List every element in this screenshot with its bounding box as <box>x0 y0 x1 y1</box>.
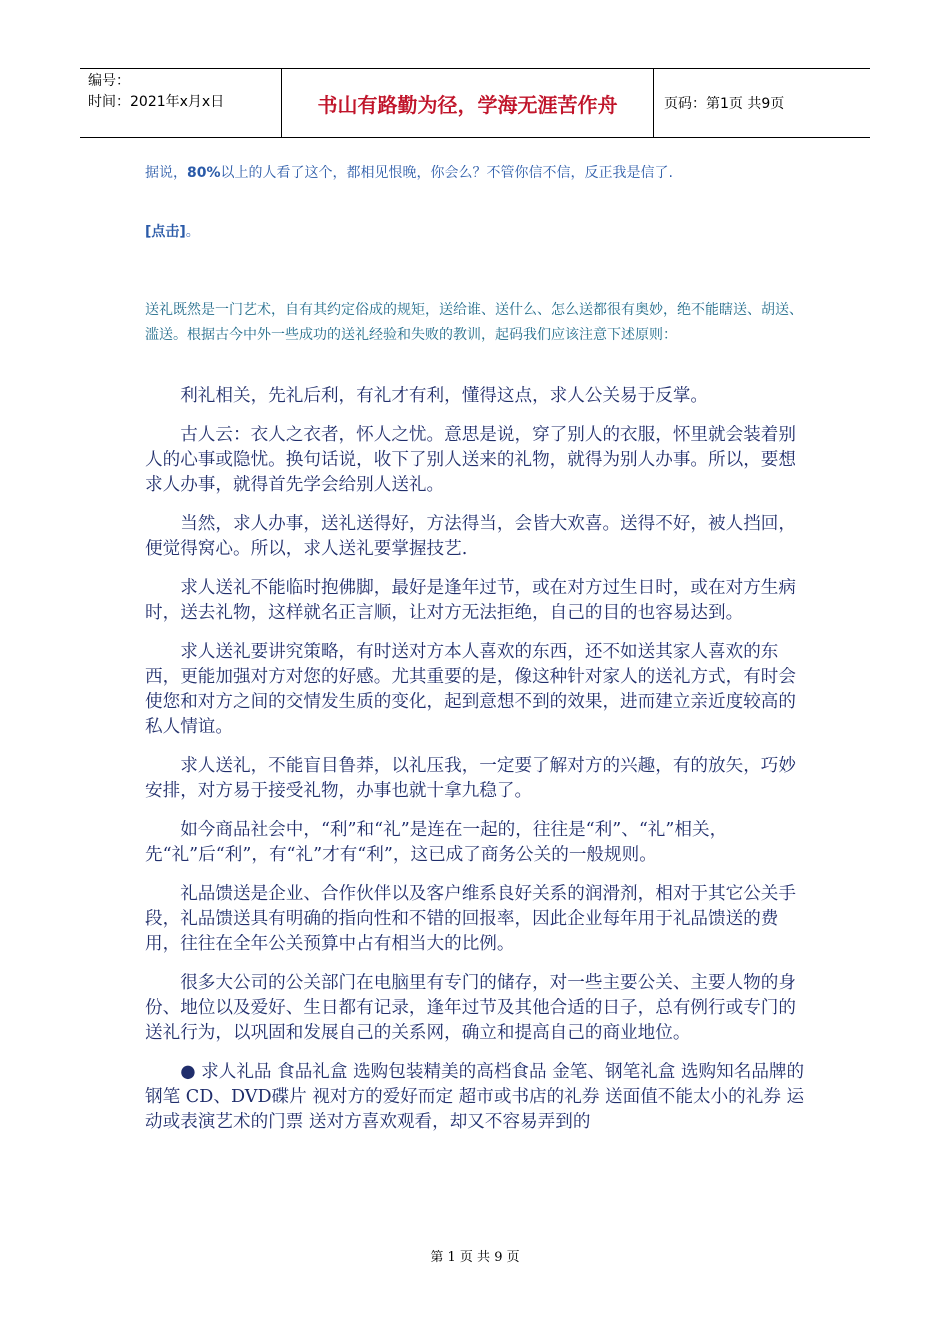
lead-rest: 以上的人看了这个，都相见恨晚，你会么？不管你信不信，反正我是信了. <box>220 165 673 181</box>
paragraph: 求人送礼不能临时抱佛脚，最好是逢年过节，或在对方过生日时，或在对方生病时，送去礼物，这样就名正言顺，让对方无法拒绝，自己的目的也容易达到。 <box>145 578 796 623</box>
paragraph: 很多大公司的公关部门在电脑里有专门的储存，对一些主要公关、主要人物的身份、地位以及爱好、生日都有记录，逢年过节及其他合适的日子，总有例行或专门的送礼行为，以巩固和发展自己的关系网，确立和提高自己的商业地位。 <box>145 973 796 1043</box>
header-motto: 书山有路勤为径，学海无涯苦作舟 <box>282 69 654 137</box>
click-suffix: 。 <box>185 224 200 240</box>
time-label: 时间：2021年x月x日 <box>88 94 225 110</box>
lead-line <box>145 162 673 182</box>
article-body <box>145 384 810 1149</box>
paragraph: 礼品馈送是企业、合作伙伴以及客户维系良好关系的润滑剂，相对于其它公关手段，礼品馈送具有明确的指向性和不错的回报率，因此企业每年用于礼品馈送的费用，往往在全年公关预算中占有相当大的比例。 <box>145 884 796 954</box>
lead-percent: 80% <box>187 165 221 181</box>
paragraph: 利礼相关，先礼后利，有礼才有利，懂得这点，求人公关易于反掌。 <box>180 386 709 406</box>
paragraph: ● 求人礼品 食品礼盒 选购包装精美的高档食品 金笔、钢笔礼盒 选购知名品牌的钢笔 CD、DVD碟片 视对方的爱好而定 超市或书店的礼券 送面值不能太小的礼券 运动或表演艺术的门票 送对方喜欢观看，却又不容易弄到的 <box>145 1062 805 1132</box>
paragraph: 古人云：衣人之衣者，怀人之忧。意思是说，穿了别人的衣服，怀里就会装着别人的心事或隐忧。换句话说，收下了别人送来的礼物，就得为别人办事。所以，要想求人办事，就得首先学会给别人送礼。 <box>145 425 796 495</box>
page-header <box>80 68 870 138</box>
click-line <box>145 221 200 241</box>
header-meta <box>80 69 282 137</box>
intro-paragraph: 送礼既然是一门艺术，自有其约定俗成的规矩，送给谁、送什么、怎么送都很有奥妙，绝不能瞎送、胡送、滥送。根据古今中外一些成功的送礼经验和失败的教训，起码我们应该注意下述原则： <box>145 302 803 343</box>
click-link[interactable]: [点击] <box>145 224 186 240</box>
paragraph: 当然，求人办事，送礼送得好，方法得当，会皆大欢喜。送得不好，被人挡回，便觉得窝心。所以，求人送礼要掌握技艺. <box>145 514 796 559</box>
number-label: 编号： <box>88 73 130 89</box>
page-footer: 第 1 页 共 9 页 <box>430 1250 520 1265</box>
paragraph: 如今商品社会中，“利”和“礼”是连在一起的，往往是“利”、“礼”相关，先“礼”后“利”，有“礼”才有“利”，这已成了商务公关的一般规则。 <box>145 820 728 865</box>
header-page-code: 页码：第1页 共9页 <box>664 96 785 112</box>
paragraph: 求人送礼，不能盲目鲁莽，以礼压我，一定要了解对方的兴趣，有的放矢，巧妙安排，对方易于接受礼物，办事也就十拿九稳了。 <box>145 756 796 801</box>
paragraph: 求人送礼要讲究策略，有时送对方本人喜欢的东西，还不如送其家人喜欢的东西，更能加强对方对您的好感。尤其重要的是，像这种针对家人的送礼方式，有时会使您和对方之间的交情发生质的变化，起到意想不到的效果，进而建立亲近度较高的私人情谊。 <box>145 642 796 737</box>
lead-prefix: 据说， <box>145 165 187 181</box>
